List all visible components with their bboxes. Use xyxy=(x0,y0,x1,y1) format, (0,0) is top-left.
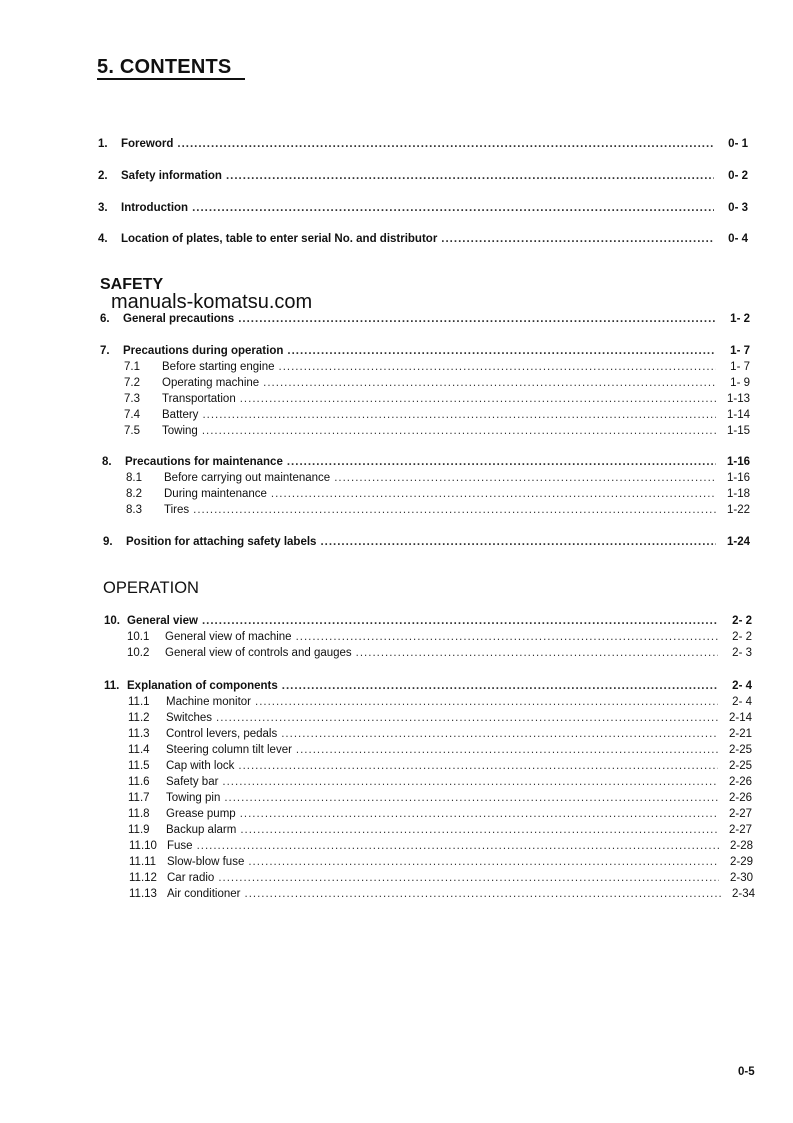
toc-label: Before starting engine xyxy=(162,361,275,373)
leader-dots xyxy=(216,710,718,726)
toc-subentry[interactable] xyxy=(128,694,752,710)
section-heading-operation: OPERATION xyxy=(103,579,199,597)
page-number: 0-5 xyxy=(738,1066,755,1078)
toc-number: 11.8 xyxy=(128,808,150,820)
watermark-text: manuals-komatsu.com xyxy=(111,291,313,313)
toc-number: 7.2 xyxy=(124,377,140,389)
toc-page: 2-26 xyxy=(728,792,752,804)
toc-label: Towing xyxy=(162,425,198,437)
toc-number: 8.2 xyxy=(126,488,142,500)
toc-number: 1. xyxy=(98,138,108,150)
toc-subentry[interactable] xyxy=(124,407,750,423)
leader-dots xyxy=(224,790,718,806)
toc-page: 1-16 xyxy=(726,456,750,468)
leader-dots xyxy=(218,870,719,886)
toc-subentry[interactable] xyxy=(124,359,750,375)
toc-label: Location of plates, table to enter serial No. and distributor xyxy=(121,233,438,245)
toc-label: Precautions during operation xyxy=(123,345,284,357)
toc-subentry[interactable] xyxy=(129,870,753,886)
toc-label: Precautions for maintenance xyxy=(125,456,283,468)
leader-dots xyxy=(202,407,716,423)
toc-page: 2- 3 xyxy=(732,647,752,659)
toc-label: Introduction xyxy=(121,202,189,214)
leader-dots xyxy=(296,629,718,645)
toc-number: 11.12 xyxy=(129,872,157,884)
toc-label: Car radio xyxy=(167,872,215,884)
toc-subentry[interactable] xyxy=(128,822,752,838)
toc-subentry[interactable] xyxy=(128,710,752,726)
toc-page: 2-26 xyxy=(728,776,752,788)
toc-subentry[interactable] xyxy=(128,726,752,742)
toc-subentry[interactable] xyxy=(126,486,750,502)
toc-page: 1- 7 xyxy=(730,361,750,373)
toc-subentry[interactable] xyxy=(128,742,752,758)
toc-entry[interactable] xyxy=(104,613,752,629)
leader-dots xyxy=(441,231,714,247)
toc-entry[interactable] xyxy=(98,231,748,247)
toc-label: Slow-blow fuse xyxy=(167,856,245,868)
toc-label: Operating machine xyxy=(162,377,260,389)
toc-number: 11.4 xyxy=(128,744,150,756)
toc-number: 7.5 xyxy=(124,425,140,437)
toc-label: Steering column tilt lever xyxy=(166,744,292,756)
leader-dots xyxy=(287,343,716,359)
toc-number: 11.5 xyxy=(128,760,150,772)
leader-dots xyxy=(222,774,718,790)
leader-dots xyxy=(177,136,714,152)
leader-dots xyxy=(279,359,716,375)
leader-dots xyxy=(240,391,716,407)
toc-page: 0- 1 xyxy=(728,138,748,150)
toc-page: 2-30 xyxy=(729,872,753,884)
toc-subentry[interactable] xyxy=(127,629,752,645)
toc-number: 11.3 xyxy=(128,728,150,740)
toc-number: 10.1 xyxy=(127,631,150,643)
toc-number: 11. xyxy=(104,680,120,692)
toc-subentry[interactable] xyxy=(129,838,753,854)
toc-number: 11.1 xyxy=(128,696,150,708)
leader-dots xyxy=(197,838,719,854)
leader-dots xyxy=(296,742,718,758)
toc-page: 0- 4 xyxy=(728,233,748,245)
toc-number: 11.6 xyxy=(128,776,150,788)
toc-subentry[interactable] xyxy=(124,423,750,439)
leader-dots xyxy=(202,613,718,629)
toc-label: Backup alarm xyxy=(166,824,237,836)
toc-page: 2-29 xyxy=(729,856,753,868)
toc-label: Safety bar xyxy=(166,776,219,788)
toc-number: 11.10 xyxy=(129,840,157,852)
toc-page: 1-24 xyxy=(726,536,750,548)
toc-page: 2- 4 xyxy=(732,696,752,708)
toc-label: Foreword xyxy=(121,138,174,150)
toc-label: Tires xyxy=(164,504,190,516)
toc-number: 11.7 xyxy=(128,792,150,804)
leader-dots xyxy=(287,454,716,470)
leader-dots xyxy=(248,854,719,870)
toc-label: General view of machine xyxy=(165,631,292,643)
toc-number: 11.2 xyxy=(128,712,150,724)
leader-dots xyxy=(238,311,716,327)
toc-number: 7.3 xyxy=(124,393,140,405)
toc-page: 2-28 xyxy=(729,840,753,852)
toc-page: 2-21 xyxy=(728,728,752,740)
toc-subentry[interactable] xyxy=(126,502,750,518)
toc-page: 0- 3 xyxy=(728,202,748,214)
leader-dots xyxy=(238,758,718,774)
leader-dots xyxy=(320,534,716,550)
toc-label: Explanation of components xyxy=(127,680,278,692)
toc-label: Fuse xyxy=(167,840,193,852)
toc-entry[interactable] xyxy=(98,168,748,184)
leader-dots xyxy=(282,678,718,694)
toc-label: Switches xyxy=(166,712,213,724)
toc-page: 1-14 xyxy=(726,409,750,421)
toc-subentry[interactable] xyxy=(128,774,752,790)
toc-subentry[interactable] xyxy=(128,790,752,806)
page-title: 5. CONTENTS xyxy=(97,56,232,78)
title-underline xyxy=(97,78,245,80)
section-heading-safety: SAFETY xyxy=(100,276,164,293)
toc-number: 2. xyxy=(98,170,108,182)
toc-label: Safety information xyxy=(121,170,222,182)
toc-label: During maintenance xyxy=(164,488,267,500)
toc-label: Air conditioner xyxy=(167,888,241,900)
toc-page: 1-16 xyxy=(726,472,750,484)
toc-entry[interactable] xyxy=(102,454,750,470)
toc-number: 3. xyxy=(98,202,108,214)
toc-subentry[interactable] xyxy=(129,886,755,902)
toc-number: 7.1 xyxy=(124,361,140,373)
toc-page: 2- 4 xyxy=(732,680,752,692)
toc-label: Position for attaching safety labels xyxy=(126,536,317,548)
toc-label: Cap with lock xyxy=(166,760,235,772)
toc-page: 2-25 xyxy=(728,744,752,756)
toc-entry[interactable] xyxy=(98,136,748,152)
toc-number: 10.2 xyxy=(127,647,150,659)
toc-page: 2- 2 xyxy=(732,615,752,627)
toc-number: 8. xyxy=(102,456,112,468)
toc-number: 6. xyxy=(100,313,110,325)
toc-label: Transportation xyxy=(162,393,236,405)
toc-number: 11.11 xyxy=(129,856,157,868)
toc-number: 9. xyxy=(103,536,113,548)
toc-number: 4. xyxy=(98,233,108,245)
leader-dots xyxy=(202,423,716,439)
leader-dots xyxy=(240,822,718,838)
leader-dots xyxy=(226,168,714,184)
leader-dots xyxy=(263,375,716,391)
toc-label: Towing pin xyxy=(166,792,221,804)
toc-entry[interactable] xyxy=(103,534,750,550)
toc-subentry[interactable] xyxy=(124,375,750,391)
toc-label: Machine monitor xyxy=(166,696,252,708)
toc-page: 1- 7 xyxy=(730,345,750,357)
toc-page: 0- 2 xyxy=(728,170,748,182)
toc-page: 1-15 xyxy=(726,425,750,437)
toc-page: 1- 2 xyxy=(730,313,750,325)
toc-number: 11.9 xyxy=(128,824,150,836)
toc-number: 8.1 xyxy=(126,472,142,484)
toc-page: 1-13 xyxy=(726,393,750,405)
toc-page: 2-27 xyxy=(728,824,752,836)
toc-page: 2-14 xyxy=(728,712,752,724)
leader-dots xyxy=(334,470,716,486)
toc-number: 8.3 xyxy=(126,504,142,516)
toc-page: 2- 2 xyxy=(732,631,752,643)
toc-label: Battery xyxy=(162,409,199,421)
toc-number: 7.4 xyxy=(124,409,140,421)
toc-subentry[interactable] xyxy=(129,854,753,870)
toc-page: 2-27 xyxy=(728,808,752,820)
toc-page: 1-18 xyxy=(726,488,750,500)
toc-number: 11.13 xyxy=(129,888,157,900)
toc-page: 2-34 xyxy=(731,888,755,900)
toc-label: Before carrying out maintenance xyxy=(164,472,331,484)
leader-dots xyxy=(281,726,718,742)
toc-entry[interactable] xyxy=(100,343,750,359)
toc-label: General precautions xyxy=(123,313,235,325)
toc-page: 1-22 xyxy=(726,504,750,516)
leader-dots xyxy=(193,502,716,518)
toc-label: General view xyxy=(127,615,198,627)
leader-dots xyxy=(192,200,714,216)
toc-page: 1- 9 xyxy=(730,377,750,389)
leader-dots xyxy=(255,694,718,710)
leader-dots xyxy=(240,806,718,822)
leader-dots xyxy=(271,486,716,502)
toc-subentry[interactable] xyxy=(126,470,750,486)
toc-entry[interactable] xyxy=(104,678,752,694)
leader-dots xyxy=(245,886,721,902)
toc-number: 10. xyxy=(104,615,120,627)
toc-label: General view of controls and gauges xyxy=(165,647,352,659)
toc-label: Grease pump xyxy=(166,808,236,820)
leader-dots xyxy=(356,645,718,661)
toc-label: Control levers, pedals xyxy=(166,728,278,740)
toc-number: 7. xyxy=(100,345,110,357)
toc-page: 2-25 xyxy=(728,760,752,772)
toc-subentry[interactable] xyxy=(128,806,752,822)
toc-subentry[interactable] xyxy=(128,758,752,774)
toc-entry[interactable] xyxy=(100,311,750,327)
toc-subentry[interactable] xyxy=(124,391,750,407)
toc-entry[interactable] xyxy=(98,200,748,216)
toc-subentry[interactable] xyxy=(127,645,752,661)
